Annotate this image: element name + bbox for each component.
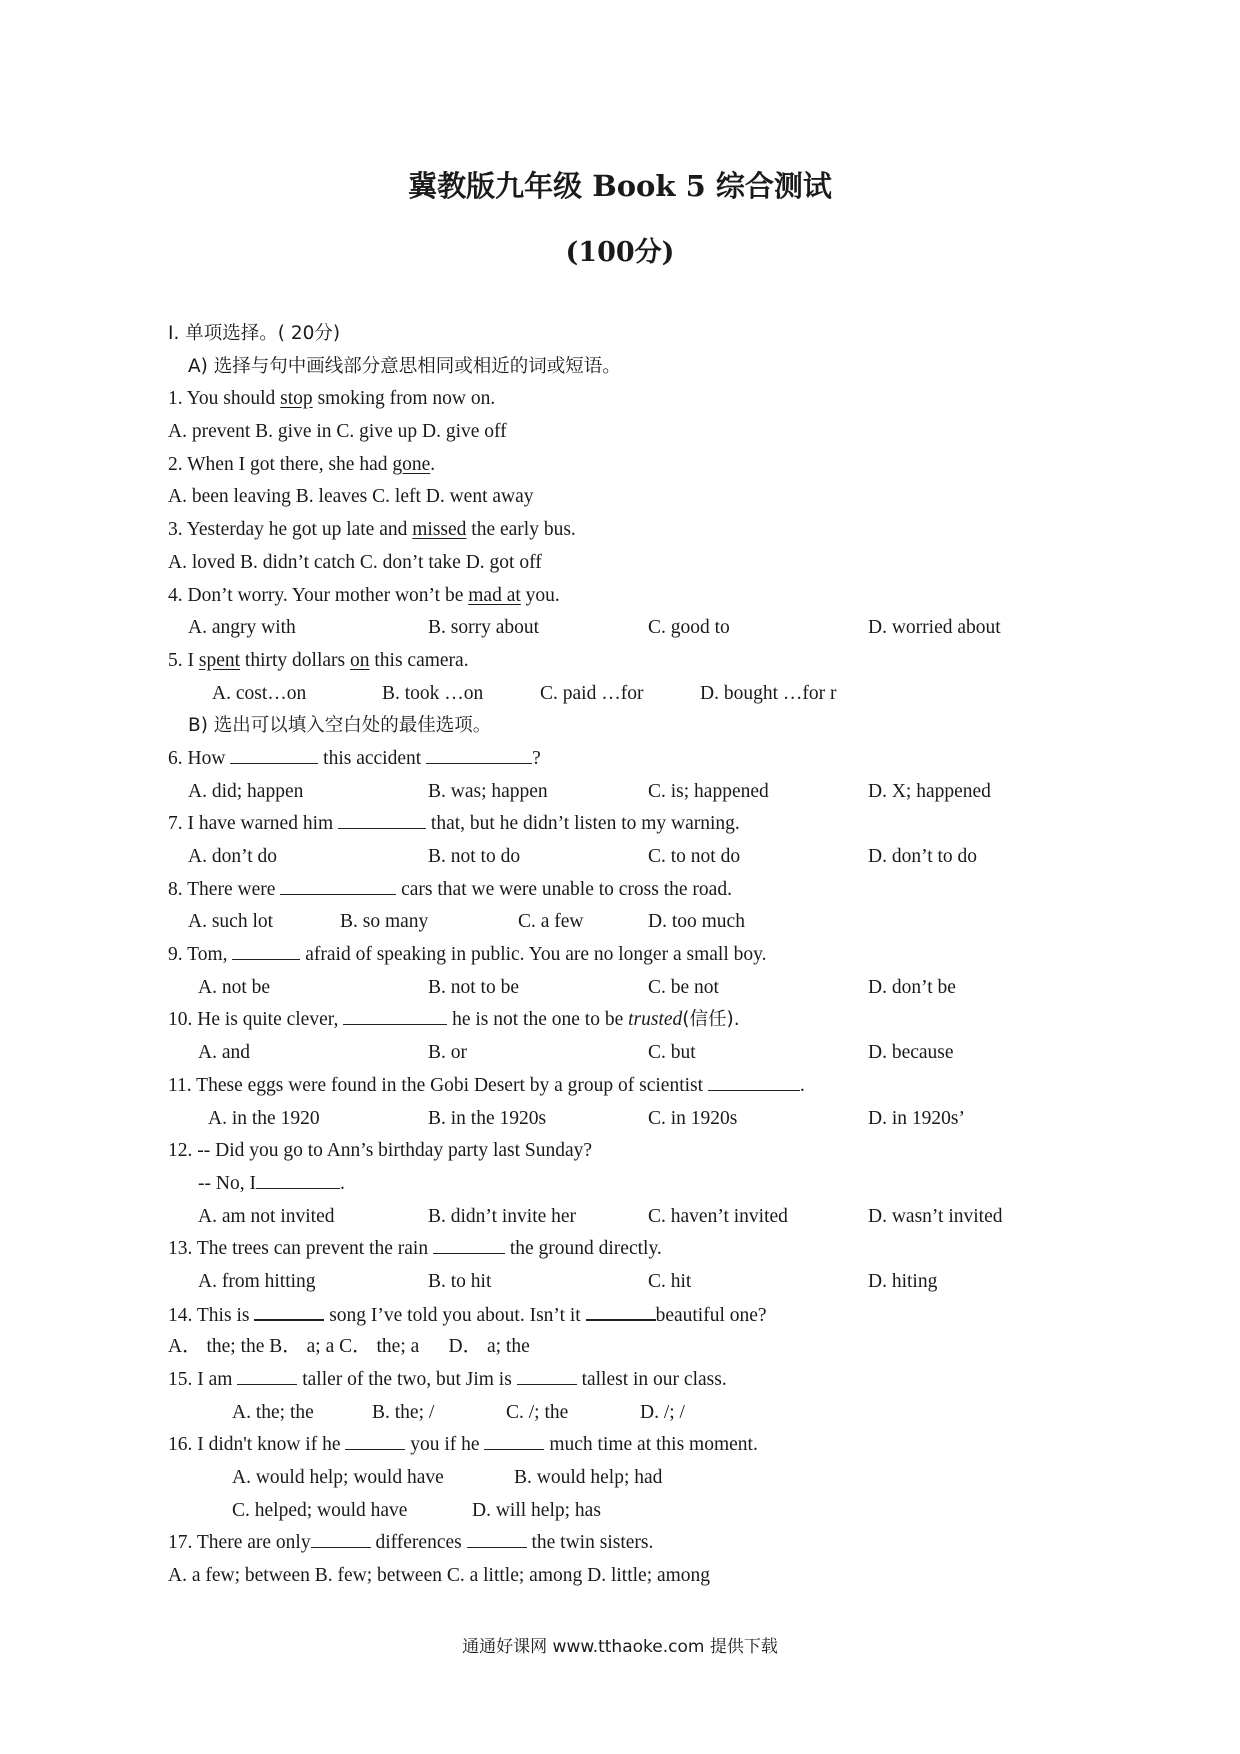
question-7-options bbox=[188, 841, 1088, 874]
question-7: 7. I have warned him that, but he didn’t listen to my warning. bbox=[168, 808, 1068, 841]
section-heading: I. 单项选择。( 20分) bbox=[168, 323, 341, 344]
question-2-options: A. been leaving B. leaves C. left D. went away bbox=[168, 486, 534, 508]
option-c: C. paid …for bbox=[540, 682, 644, 704]
option-b: B. didn’t invite her bbox=[428, 1205, 577, 1227]
question-16-options-cd bbox=[188, 1495, 1088, 1528]
option-a: A. in the 1920 bbox=[208, 1107, 320, 1129]
question-10-options bbox=[188, 1037, 1088, 1070]
option-a: A. and bbox=[198, 1042, 250, 1064]
question-15-options bbox=[188, 1397, 1088, 1430]
part-b-instruction: B) 选出可以填入空白处的最佳选项。 bbox=[188, 715, 492, 737]
option-c: C. but bbox=[648, 1042, 696, 1064]
question-13: 13. The trees can prevent the rain the ground directly. bbox=[168, 1233, 1068, 1266]
question-11-options bbox=[188, 1103, 1088, 1136]
question-5: 5. I spent thirty dollars on this camera. bbox=[168, 649, 469, 671]
question-6: 6. How this accident ? bbox=[168, 743, 1068, 776]
question-16-options-ab bbox=[188, 1462, 1088, 1495]
option-b: B. took …on bbox=[382, 682, 484, 704]
question-16: 16. I didn't know if he you if he much time at this moment. bbox=[168, 1429, 1068, 1462]
question-13-options bbox=[188, 1266, 1088, 1299]
option-a: A. would help; would have bbox=[232, 1467, 444, 1489]
option-b: B. not to be bbox=[428, 976, 519, 998]
page-title: 冀教版九年级 Book 5 综合测试 bbox=[408, 169, 832, 203]
option-c: C. /; the bbox=[506, 1401, 569, 1423]
question-8-options bbox=[188, 906, 1088, 939]
option-d: D. wasn’t invited bbox=[868, 1205, 1003, 1227]
option-c: C. be not bbox=[648, 976, 719, 998]
option-d: D. worried about bbox=[868, 617, 1001, 639]
option-a: A. the; the bbox=[232, 1401, 314, 1423]
option-b: B. sorry about bbox=[428, 617, 540, 639]
question-17: 17. There are only differences the twin sisters. bbox=[168, 1527, 1068, 1560]
option-d: D. X; happened bbox=[868, 780, 991, 802]
question-1-options: A. prevent B. give in C. give up D. give off bbox=[168, 421, 507, 443]
option-d: D. because bbox=[868, 1042, 954, 1064]
part-a-instruction: A) 选择与句中画线部分意思相同或相近的词或短语。 bbox=[188, 355, 621, 377]
option-c: C. a few bbox=[518, 911, 584, 933]
option-a: A. am not invited bbox=[198, 1205, 335, 1227]
option-c: C. hit bbox=[648, 1270, 692, 1292]
option-c: C. haven’t invited bbox=[648, 1205, 788, 1227]
question-17-options: A. a few; between B. few; between C. a little; among D. little; among bbox=[168, 1565, 711, 1587]
option-a: A. from hitting bbox=[198, 1270, 316, 1292]
option-c: C. is; happened bbox=[648, 780, 769, 802]
question-8: 8. There were cars that we were unable to cross the road. bbox=[168, 874, 1068, 907]
option-b: B. was; happen bbox=[428, 780, 548, 802]
question-1: 1. You should stop smoking from now on. bbox=[168, 388, 496, 410]
question-9-options bbox=[188, 972, 1088, 1005]
option-a: A. angry with bbox=[188, 617, 296, 639]
option-a: A. such lot bbox=[188, 911, 274, 933]
option-b: B. so many bbox=[340, 911, 429, 933]
question-2: 2. When I got there, she had gone. bbox=[168, 453, 436, 475]
option-d: D. will help; has bbox=[472, 1499, 601, 1521]
option-d: D. don’t be bbox=[868, 976, 956, 998]
question-12-answer: -- No, I . bbox=[198, 1168, 1098, 1201]
option-d: D. in 1920s’ bbox=[868, 1107, 965, 1129]
question-12-options bbox=[188, 1201, 1088, 1234]
option-b: B. in the 1920s bbox=[428, 1107, 547, 1129]
question-6-options bbox=[188, 776, 1088, 809]
question-14-options: A． the; the B． a; a C． the; a D． a; the bbox=[168, 1336, 530, 1358]
option-c: C. good to bbox=[648, 617, 730, 639]
option-a: A. cost…on bbox=[212, 682, 307, 704]
question-3-options: A. loved B. didn’t catch C. don’t take D. got off bbox=[168, 551, 542, 573]
page-footer: 通通好课网 www.tthaoke.com 提供下载 bbox=[462, 1637, 778, 1657]
question-12: 12. -- Did you go to Ann’s birthday party last Sunday? bbox=[168, 1140, 593, 1162]
question-15: 15. I am taller of the two, but Jim is tallest in our class. bbox=[168, 1364, 1068, 1397]
option-c: C. helped; would have bbox=[232, 1499, 408, 1521]
option-d: D. hiting bbox=[868, 1270, 938, 1292]
option-a: A. did; happen bbox=[188, 780, 304, 802]
question-9: 9. Tom, afraid of speaking in public. You are no longer a small boy. bbox=[168, 939, 1068, 972]
question-4: 4. Don’t worry. Your mother won’t be mad at you. bbox=[168, 584, 560, 606]
question-11: 11. These eggs were found in the Gobi Desert by a group of scientist . bbox=[168, 1070, 1068, 1103]
option-d: D. bought …for r bbox=[700, 682, 837, 704]
option-d: D. too much bbox=[648, 911, 745, 933]
option-b: B. to hit bbox=[428, 1270, 492, 1292]
question-4-options bbox=[188, 612, 1088, 645]
option-a: A. don’t do bbox=[188, 846, 278, 867]
option-b: B. or bbox=[428, 1042, 467, 1064]
option-d: D. don’t to do bbox=[868, 846, 978, 867]
question-5-options bbox=[188, 678, 1088, 711]
option-b: B. not to do bbox=[428, 846, 521, 867]
option-c: C. to not do bbox=[648, 846, 741, 867]
question-14: 14. This is song I’ve told you about. Isn’t it beautiful one? bbox=[168, 1299, 1068, 1332]
question-3: 3. Yesterday he got up late and missed the early bus. bbox=[168, 519, 576, 541]
option-c: C. in 1920s bbox=[648, 1107, 738, 1129]
question-10: 10. He is quite clever, he is not the one to be trusted(信任). bbox=[168, 1004, 1068, 1037]
option-a: A. not be bbox=[198, 976, 271, 998]
exam-content bbox=[168, 318, 1088, 1593]
option-b: B. the; / bbox=[372, 1401, 435, 1423]
option-b: B. would help; had bbox=[514, 1467, 663, 1489]
option-d: D. /; / bbox=[640, 1401, 685, 1423]
page-subtitle: (100分) bbox=[565, 237, 675, 268]
